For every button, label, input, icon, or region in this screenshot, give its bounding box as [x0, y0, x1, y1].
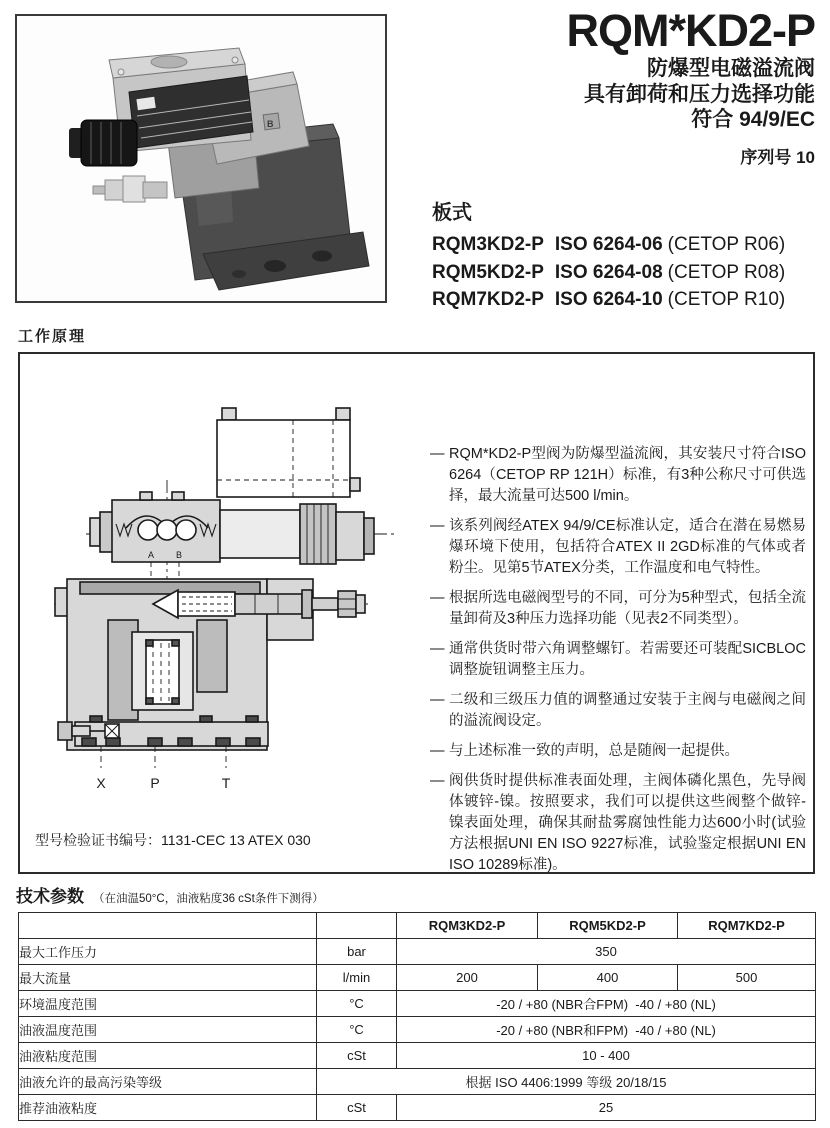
description-bullets	[430, 444, 806, 885]
specs-row-unit: bar	[317, 939, 397, 965]
specs-row-value: 25	[397, 1095, 816, 1121]
bullet-item	[430, 516, 806, 579]
product-photo	[15, 14, 387, 303]
specs-column-header: RQM5KD2-P	[538, 913, 678, 939]
bullet-dash: —	[430, 641, 445, 657]
model-line	[432, 231, 785, 259]
specs-column-header: RQM3KD2-P	[397, 913, 538, 939]
bullet-item	[430, 771, 806, 876]
working-principle-box	[18, 352, 815, 874]
working-principle-heading: 工作原理	[18, 328, 87, 345]
photo-port-b-label: B	[267, 119, 274, 129]
bullet-text: 与上述标准一致的声明，总是随阀一起提供。	[449, 743, 739, 759]
specs-row-value: 400	[538, 965, 678, 991]
model-cetop: (CETOP R10)	[667, 289, 786, 310]
diagram-port-x-label: X	[96, 775, 106, 791]
specs-row-value: 200	[397, 965, 538, 991]
specs-row-label: 环境温度范围	[19, 991, 317, 1017]
specs-row-unit: cSt	[317, 1095, 397, 1121]
valve-cross-section-diagram	[50, 392, 410, 812]
model-code: RQM7KD2-P	[432, 289, 544, 310]
specs-row	[19, 991, 816, 1017]
specs-header-empty-unit	[317, 913, 397, 939]
subtitle-line-2: 具有卸荷和压力选择功能	[584, 82, 815, 106]
bullet-dash: —	[430, 446, 445, 462]
specs-heading-row	[16, 882, 324, 907]
specs-row-unit: °C	[317, 991, 397, 1017]
model-line	[432, 286, 785, 314]
bullet-item	[430, 588, 806, 630]
model-code: RQM3KD2-P	[432, 234, 544, 255]
bullet-dash: —	[430, 590, 445, 606]
specs-row-value: 350	[397, 939, 816, 965]
specs-row-label: 油液温度范围	[19, 1017, 317, 1043]
page-title: RQM*KD2-P	[566, 5, 815, 56]
specs-row-label: 最大工作压力	[19, 939, 317, 965]
specs-row-label: 最大流量	[19, 965, 317, 991]
specs-row-unit: cSt	[317, 1043, 397, 1069]
bullet-text: 根据所选电磁阀型号的不同，可分为5种型式，包括全流量卸荷及3种压力选择功能（见表2不同类型）。	[449, 590, 806, 627]
specs-row	[19, 1017, 816, 1043]
specs-row-label: 油液粘度范围	[19, 1043, 317, 1069]
specs-row-unit: l/min	[317, 965, 397, 991]
specs-row-label: 油液允许的最高污染等级	[19, 1069, 317, 1095]
bullet-dash: —	[430, 692, 445, 708]
bullet-item	[430, 741, 806, 762]
specs-row	[19, 1069, 816, 1095]
certificate-number: 型号检验证书编号：1131-CEC 13 ATEX 030	[35, 832, 311, 848]
specs-row	[19, 1095, 816, 1121]
diagram-port-t-label: T	[221, 775, 231, 791]
specs-row	[19, 1043, 816, 1069]
model-iso-standard: ISO 6264-06	[554, 234, 663, 255]
bullet-text: 该系列阀经ATEX 94/9/CE标准认定，适合在潜在易燃易爆环境下使用，包括符合ATEX II 2GD标准的气体或者粉尘。见第5节ATEX分类，工作温度和电气特性。	[449, 518, 806, 576]
bullet-dash: —	[430, 518, 445, 534]
model-iso-standard: ISO 6264-08	[554, 261, 663, 283]
models-list	[432, 231, 785, 314]
diagram-port-b-label: B	[175, 550, 183, 560]
bullet-dash: —	[430, 743, 445, 759]
bullet-item	[430, 639, 806, 681]
specs-header-empty-label	[19, 913, 317, 939]
specs-header-row	[19, 913, 816, 939]
specs-condition-note: （在油温50°C，油液粘度36 cSt条件下测得）	[93, 893, 324, 905]
bullet-text: 阀供货时提供标准表面处理，主阀体磷化黑色，先导阀体镀锌-镍。按照要求，我们可以提供这些阀整个做锌-镍表面处理，确保其耐盐雾腐蚀性能力达600小时(试验方法根据UNI EN ISO 9227标准，试验鉴定根据UNI EN ISO 10289标准)。	[449, 773, 806, 873]
bullet-text: 通常供货时带六角调整螺钉。若需要还可装配SICBLOC调整旋钮调整主压力。	[449, 641, 806, 678]
specs-row-unit: °C	[317, 1017, 397, 1043]
specs-row-value: 10 - 400	[397, 1043, 816, 1069]
specs-row-value: -20 / +80 (NBR合FPM) -40 / +80 (NL)	[397, 991, 816, 1017]
bullet-item	[430, 444, 806, 507]
model-code: RQM5KD2-P	[432, 261, 544, 283]
series-number: 序列号 10	[740, 147, 815, 167]
bullet-dash: —	[430, 773, 445, 789]
model-cetop: (CETOP R08)	[667, 261, 786, 283]
diagram-port-a-label: A	[147, 550, 155, 560]
bullet-text: 二级和三级压力值的调整通过安装于主阀与电磁阀之间的溢流阀设定。	[449, 692, 806, 729]
models-heading: 板式	[432, 202, 472, 224]
bullet-item	[430, 690, 806, 732]
specs-row	[19, 939, 816, 965]
title-block	[385, 6, 815, 168]
model-cetop: (CETOP R06)	[667, 234, 786, 255]
model-iso-standard: ISO 6264-10	[554, 289, 663, 310]
models-block	[432, 196, 785, 314]
specs-row-value: 500	[678, 965, 816, 991]
model-line	[432, 259, 785, 287]
bullet-text: RQM*KD2-P型阀为防爆型溢流阀，其安装尺寸符合ISO 6264（CETOP RP 121H）标准，有3种公称尺寸可供选择，最大流量可达500 l/min。	[449, 446, 806, 504]
specs-row-value: 根据 ISO 4406:1999 等级 20/18/15	[317, 1069, 816, 1095]
specs-row-value: -20 / +80 (NBR和FPM) -40 / +80 (NL)	[397, 1017, 816, 1043]
subtitle-line-3: 符合 94/9/EC	[691, 108, 815, 131]
specs-column-header: RQM7KD2-P	[678, 913, 816, 939]
specs-table	[18, 912, 816, 1121]
specs-row	[19, 965, 816, 991]
specs-row-label: 推荐油液粘度	[19, 1095, 317, 1121]
subtitle-line-1: 防爆型电磁溢流阀	[647, 57, 815, 80]
valve-photo-illustration	[17, 16, 385, 301]
diagram-port-p-label: P	[150, 775, 160, 791]
specs-heading: 技术参数	[16, 887, 84, 906]
